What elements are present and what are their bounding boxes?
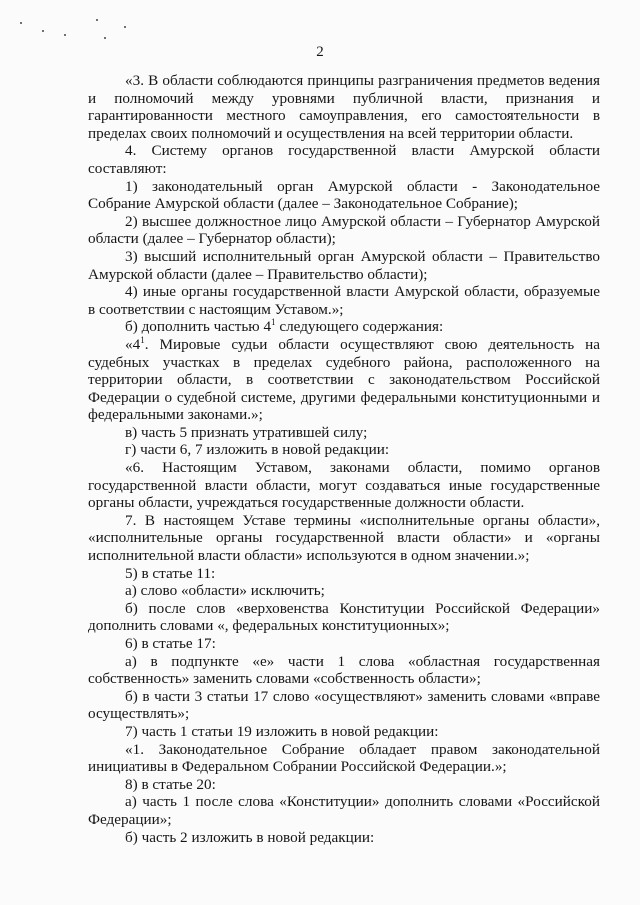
paragraph: 3) высший исполнительный орган Амурской области – Правительство Амурской области (далее – Правительство области); bbox=[88, 247, 600, 283]
scan-speck bbox=[124, 26, 126, 28]
paragraph: а) в подпункте «е» части 1 слова «областная государственная собственность» заменить словами «собственность области»; bbox=[88, 652, 600, 688]
paragraph: 2) высшее должностное лицо Амурской области – Губернатор Амурской области (далее – Губернатор области); bbox=[88, 212, 600, 248]
paragraph: 1) законодательный орган Амурской области - Законодательное Собрание Амурской области (далее – Законодательное Собрание); bbox=[88, 177, 600, 213]
paragraph: б) после слов «верховенства Конституции Российской Федерации» дополнить словами «, федеральных конституционных»; bbox=[88, 599, 600, 635]
paragraph: б) часть 2 изложить в новой редакции: bbox=[125, 828, 375, 846]
paragraph: 4. Систему органов государственной власти Амурской области составляют: bbox=[88, 142, 600, 177]
scan-speck bbox=[104, 37, 106, 39]
paragraph-text: следующего содержания: bbox=[275, 318, 444, 336]
paragraph-text: «4 bbox=[125, 335, 141, 353]
paragraph: б) в части 3 статьи 17 слово «осуществляют» заменить словами «вправе осуществлять»; bbox=[88, 687, 600, 723]
paragraph: 5) в статье 11: bbox=[125, 564, 216, 582]
paragraph: в) часть 5 признать утратившей силу; bbox=[125, 423, 368, 441]
paragraph: 4) иные органы государственной власти Амурской области, образуемые в соответствии с настоящим Уставом.»; bbox=[88, 283, 600, 318]
paragraph bbox=[88, 336, 600, 424]
scan-speck bbox=[20, 22, 22, 24]
paragraph: «6. Настоящим Уставом, законами области, помимо органов государственной власти области, могут создаваться иные государственные органы области, учреждаться государственные должности области. bbox=[88, 459, 600, 512]
paragraph-text: . Мировые судьи области осуществляют свою деятельность на судебных участках в пределах судебного района, расположенного на территории области, в соответствии с законодательством Российской Федерации о судебной системе, другими федеральными конституционными и федеральными законами.»; bbox=[88, 335, 600, 424]
page-number: 2 bbox=[316, 44, 324, 60]
paragraph bbox=[88, 318, 600, 336]
paragraph: 8) в статье 20: bbox=[125, 775, 216, 793]
paragraph: а) слово «области» исключить; bbox=[125, 582, 325, 600]
paragraph: «3. В области соблюдаются принципы разграничения предметов ведения и полномочий между уровнями публичной власти, признания и гарантированности местного самоуправления, его самостоятельности в пределах своих полномочий и осуществления на всей территории области. bbox=[88, 72, 600, 142]
scan-speck bbox=[64, 34, 66, 36]
superscript: 1 bbox=[271, 317, 276, 328]
paragraph: г) части 6, 7 изложить в новой редакции: bbox=[125, 441, 390, 459]
paragraph: «1. Законодательное Собрание обладает правом законодательной инициативы в Федеральном Собрании Российской Федерации.»; bbox=[88, 740, 600, 776]
paragraph: 7) часть 1 статьи 19 изложить в новой редакции: bbox=[125, 722, 439, 740]
paragraph: а) часть 1 после слова «Конституции» дополнить словами «Российской Федерации»; bbox=[88, 793, 600, 828]
paragraph: 7. В настоящем Уставе термины «исполнительные органы области», «исполнительные органы государственной власти области» и «органы исполнительной власти области» используются в одном значении.»; bbox=[88, 511, 600, 565]
superscript: 1 bbox=[140, 334, 145, 345]
paragraph-text: б) дополнить частью 4 bbox=[125, 318, 272, 336]
document-body bbox=[88, 72, 600, 846]
scan-speck bbox=[42, 30, 44, 32]
scan-speck bbox=[96, 19, 98, 21]
paragraph: 6) в статье 17: bbox=[125, 635, 216, 652]
